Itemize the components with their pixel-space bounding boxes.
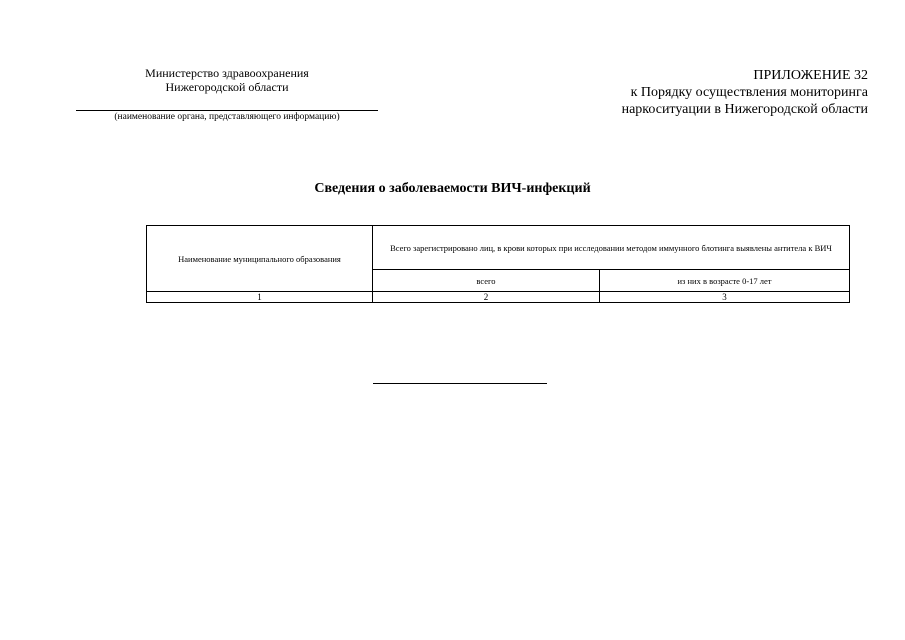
appendix-header — [548, 67, 868, 118]
organization-caption: (наименование органа, представляющего информацию) — [114, 112, 340, 122]
organization-name-line2: Нижегородской области — [165, 80, 289, 94]
document-title: Сведения о заболеваемости ВИЧ-инфекций — [314, 181, 591, 196]
appendix-line1: ПРИЛОЖЕНИЕ 32 — [753, 68, 868, 83]
header-registered: Всего зарегистрировано лиц, в крови которых при исследовании методом иммунного блотинга выявлены антитела к ВИЧ — [373, 226, 850, 270]
signature-line — [373, 383, 547, 384]
organization-block — [76, 66, 378, 94]
column-number-2: 2 — [373, 292, 600, 303]
header-municipality: Наименование муниципального образования — [147, 226, 373, 292]
header-total: всего — [373, 270, 600, 292]
column-number-1: 1 — [147, 292, 373, 303]
report-table — [146, 225, 850, 303]
header-age: из них в возрасте 0-17 лет — [600, 270, 850, 292]
appendix-line2: к Порядку осуществления мониторинга — [630, 85, 868, 100]
table-numbering-row — [147, 292, 850, 303]
organization-underline — [76, 110, 378, 111]
table-header-row — [147, 226, 850, 270]
column-number-3: 3 — [600, 292, 850, 303]
organization-name-line1: Министерство здравоохранения — [145, 66, 309, 80]
appendix-line3: наркоситуации в Нижегородской области — [621, 102, 868, 117]
